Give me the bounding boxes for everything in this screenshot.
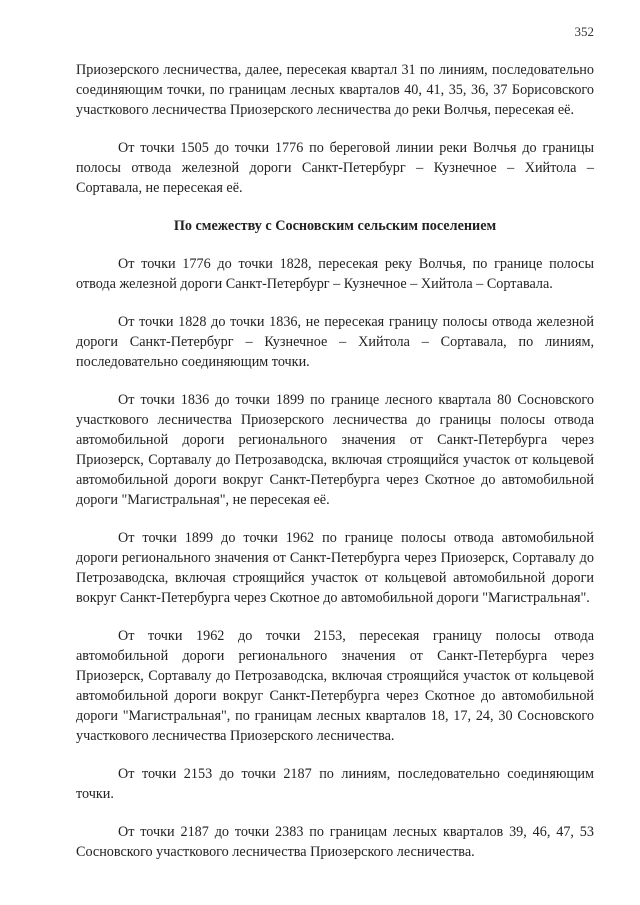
- paragraph: От точки 2187 до точки 2383 по границам лесных кварталов 39, 46, 47, 53 Сосновского участкового лесничества Приозерского лесничества.: [76, 824, 594, 860]
- paragraph: От точки 1828 до точки 1836, не пересекая границу полосы отвода железной дороги Санкт-Петербург – Кузнечное – Хийтола – Сортавала, по линиям, последовательно соединяющим точки.: [76, 314, 594, 370]
- page-number: 352: [574, 24, 594, 39]
- paragraph: От точки 1962 до точки 2153, пересекая границу полосы отвода автомобильной дороги регионального значения от Санкт-Петербурга через Приозерск, Сортавалу до Петрозаводска, включая строящийся участок от кольцевой автомобильной дороги вокруг Санкт-Петербурга через Скотное до автомобильной дороги "Магистральная", по границам лесных кварталов 18, 17, 24, 30 Сосновского участкового лесничества Приозерского лесничества.: [76, 628, 594, 744]
- paragraph: Приозерского лесничества, далее, пересекая квартал 31 по линиям, последовательно соединяющим точки, по границам лесных кварталов 40, 41, 35, 36, 37 Борисовского участкового лесничества Приозерского лесничества до реки Волчья, пересекая её.: [76, 62, 594, 118]
- paragraph: От точки 1836 до точки 1899 по границе лесного квартала 80 Сосновского участкового лесничества Приозерского лесничества до границы полосы отвода автомобильной дороги регионального значения от Санкт-Петербурга через Приозерск, Сортавалу до Петрозаводска, включая строящийся участок от кольцевой автомобильной дороги вокруг Санкт-Петербурга через Скотное до автомобильной дороги "Магистральная", не пересекая её.: [76, 392, 594, 508]
- paragraph: От точки 1899 до точки 1962 по границе полосы отвода автомобильной дороги регионального значения от Санкт-Петербурга через Приозерск, Сортавалу до Петрозаводска, включая строящийся участок от кольцевой автомобильной дороги вокруг Санкт-Петербурга через Скотное до автомобильной дороги "Магистральная".: [76, 530, 594, 606]
- section-title: По смежеству с Сосновским сельским поселением: [173, 218, 497, 234]
- paragraph: От точки 2153 до точки 2187 по линиям, последовательно соединяющим точки.: [76, 766, 594, 802]
- paragraph: От точки 1776 до точки 1828, пересекая реку Волчья, по границе полосы отвода железной дороги Санкт-Петербург – Кузнечное – Хийтола – Сортавала.: [76, 256, 594, 292]
- paragraph: От точки 1505 до точки 1776 по береговой линии реки Волчья до границы полосы отвода железной дороги Санкт-Петербург – Кузнечное – Хийтола – Сортавала, не пересекая её.: [76, 140, 594, 196]
- document-body: [76, 60, 594, 880]
